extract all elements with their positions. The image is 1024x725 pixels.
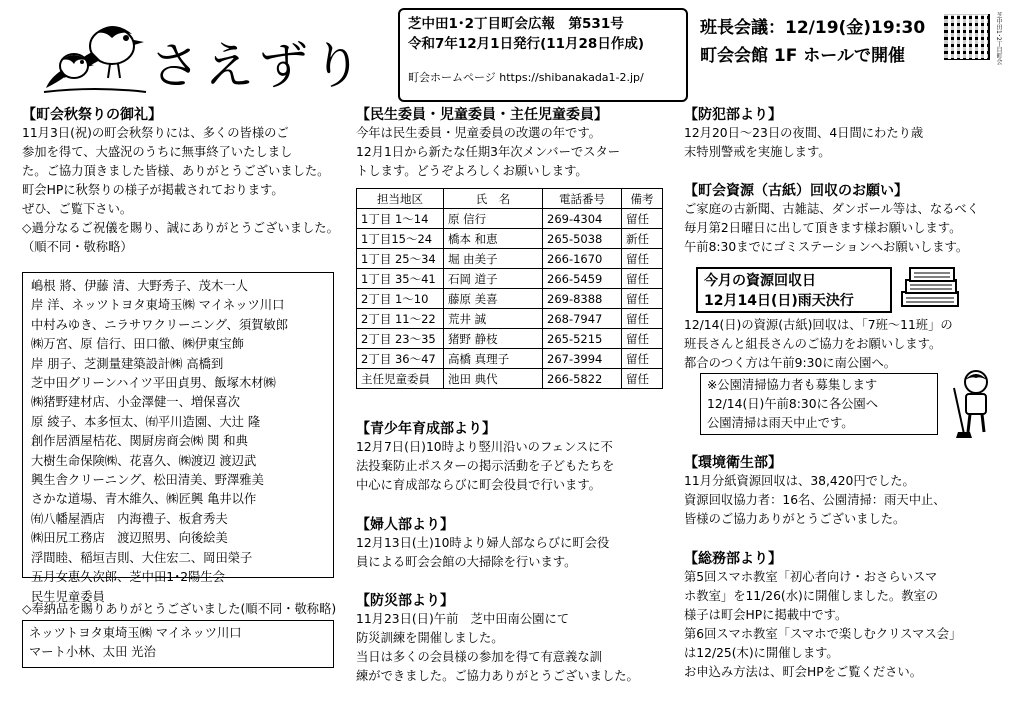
note-line: 公園清掃は雨天中止です。 xyxy=(707,416,854,430)
festival-line: ぜひ、ご覧下さい。 xyxy=(22,202,133,216)
general-line: 様子は町会HPに掲載中です。 xyxy=(684,608,848,622)
recycle-line: ご家庭の古新聞、古雑誌、ダンボール等は、なるべく xyxy=(684,202,980,216)
meeting-place: 町会会館 1F ホールで開催 xyxy=(700,46,905,66)
table-cell: 主任児童委員 xyxy=(357,369,444,389)
table-cell: 藤原 美喜 xyxy=(444,289,543,309)
youth-line: 12月7日(日)10時より竪川沿いのフェンスに不 xyxy=(356,440,613,454)
youth-line: 法投棄防止ポスターの掲示活動を子どもたちを xyxy=(356,459,615,473)
environment-line: 11月分紙資源回収は、38,420円でした。 xyxy=(684,474,915,488)
donor-line: 創作居酒屋桔花、関厨房商会㈱ 関 和典 xyxy=(31,434,248,449)
festival-line: 参加を得て、大盛況のうちに無事終了いたしまし xyxy=(22,145,293,159)
table-cell: 留任 xyxy=(622,289,663,309)
table-cell: 1丁目 1～14 xyxy=(357,209,444,229)
collection-day-date: 12月14日(日)雨天決行 xyxy=(704,293,854,309)
festival-heading: 【町会秋祭りの御礼】 xyxy=(22,107,162,123)
general-heading: 【総務部より】 xyxy=(684,551,782,567)
donor-line: 大樹生命保険㈱、花喜久、㈱渡辺 渡辺武 xyxy=(31,453,257,468)
table-cell: 269-8388 xyxy=(543,289,622,309)
table-cell: 堀 由美子 xyxy=(444,249,543,269)
table-cell: 荒井 誠 xyxy=(444,309,543,329)
collection-day-box xyxy=(696,267,892,313)
dedication-list xyxy=(22,620,334,668)
table-header-row xyxy=(357,189,663,209)
recycle-detail-line: 12/14(日)の資源(古紙)回収は、「7班～11班」の xyxy=(684,318,953,332)
welfare-section xyxy=(356,104,620,181)
table-row xyxy=(357,209,663,229)
welfare-heading: 【民生委員・児童委員・主任児童委員】 xyxy=(356,107,608,123)
table-cell: 2丁目 36～47 xyxy=(357,349,444,369)
festival-line: （順不同・敬称略） xyxy=(22,240,133,254)
environment-line: 皆様のご協力ありがとうございました。 xyxy=(684,512,906,526)
table-cell: 265-5038 xyxy=(543,229,622,249)
qr-side-text: 芝中田1･2丁目町会 xyxy=(995,12,1002,65)
general-line: お申込み方法は、町会HPをご覧ください。 xyxy=(684,665,923,679)
donor-line: ㈱万宮、原 信行、田口徹、㈱伊東宝飾 xyxy=(31,337,244,352)
collection-day-label: 今月の資源回収日 xyxy=(704,273,816,289)
table-cell: 留任 xyxy=(622,369,663,389)
general-line: 第6回スマホ教室「スマホで楽しむクリスマス会」 xyxy=(684,627,962,641)
disaster-line: 当日は多くの会員様の参加を得て有意義な訓 xyxy=(356,650,602,664)
park-cleaning-note xyxy=(700,373,938,435)
welfare-line: トします。どうぞよろしくお願いします。 xyxy=(356,164,588,178)
disaster-line: 防災訓練を開催しました。 xyxy=(356,631,504,645)
table-header: 氏 名 xyxy=(444,189,543,209)
youth-heading: 【青少年育成部より】 xyxy=(356,421,496,437)
meeting-notice xyxy=(700,14,925,70)
newsletter-title: さえずり xyxy=(150,37,366,95)
issue-date: 令和7年12月1日発行(11月28日作成) xyxy=(408,36,644,52)
table-cell: 2丁目 23～35 xyxy=(357,329,444,349)
general-line: は12/25(木)に開催します。 xyxy=(684,646,839,660)
recycle-heading: 【町会資源（古紙）回収のお願い】 xyxy=(684,183,908,199)
women-line: 12月13日(土)10時より婦人部ならびに町会役 xyxy=(356,536,610,550)
youth-line: 中心に育成部ならびに町会役員で行います。 xyxy=(356,478,601,492)
table-cell: 2丁目 11～22 xyxy=(357,309,444,329)
crime-section xyxy=(684,104,923,162)
donor-line: 民生児童委員 xyxy=(31,589,105,604)
dedication-line: ネッツトヨタ東埼玉㈱ マイネッツ川口 xyxy=(29,626,242,640)
homepage-link[interactable]: 町会ホームページ https://shibanakada1-2.jp/ xyxy=(408,71,644,84)
table-cell: 留任 xyxy=(622,209,663,229)
dedication-heading: ◇奉納品を賜りありがとうございました(順不同・敬称略) xyxy=(22,602,337,616)
donor-line: 興生舎クリーニング、松田清美、野澤雅美 xyxy=(31,473,264,488)
environment-heading: 【環境衛生部】 xyxy=(684,455,782,471)
women-section xyxy=(356,514,609,572)
table-cell: 1丁目15～24 xyxy=(357,229,444,249)
table-cell: 1丁目 25～34 xyxy=(357,249,444,269)
welfare-line: 12月1日から新たな任期3年次メンバーでスター xyxy=(356,145,621,159)
donor-line: ㈱田尻工務店 渡辺照男、向後絵美 xyxy=(31,531,228,546)
issue-number: 芝中田1･2丁目町会広報 第531号 xyxy=(408,16,624,32)
qr-code-pattern xyxy=(944,14,988,58)
donor-line: 芝中田グリーンハイツ平田貞男、飯塚木材㈱ xyxy=(31,376,276,391)
table-row xyxy=(357,249,663,269)
environment-line: 資源回収協力者：16名、公園清掃：雨天中止、 xyxy=(684,493,946,507)
festival-section xyxy=(22,104,339,257)
table-row xyxy=(357,269,663,289)
table-row xyxy=(357,329,663,349)
table-cell: 留任 xyxy=(622,249,663,269)
table-row xyxy=(357,369,663,389)
donor-line: ㈲八幡屋酒店 内海禮子、板倉秀夫 xyxy=(31,511,228,526)
recycle-line: 毎月第2日曜日に出して頂きます様お願いします。 xyxy=(684,221,962,235)
recycle-section xyxy=(684,180,979,257)
meeting-date: 班長会議：12/19(金)19:30 xyxy=(700,18,926,38)
disaster-heading: 【防災部より】 xyxy=(356,593,454,609)
festival-line: 11月3日(祝)の町会秋祭りには、多くの皆様のご xyxy=(22,126,289,140)
donor-line: 中村みゆき、ニラサワクリーニング、須賀敏郎 xyxy=(31,317,289,332)
recycle-line: 午前8:30までにゴミステーションへお願いします。 xyxy=(684,240,969,254)
donor-line: ㈱猪野建材店、小金澤健一、増保喜次 xyxy=(31,395,241,410)
disaster-line: 練ができました。ご協力ありがとうございました。 xyxy=(356,669,639,683)
donor-line: さかな道場、青木維久、㈱匠興 亀井以作 xyxy=(31,492,257,507)
table-cell: 猪野 静枝 xyxy=(444,329,543,349)
youth-section xyxy=(356,418,614,495)
table-row xyxy=(357,309,663,329)
recycle-detail-line: 都合のつく方は午前9:30に南公園へ。 xyxy=(684,356,897,370)
donor-line: 岸 洋、ネッツトヨタ東埼玉㈱ マイネッツ川口 xyxy=(31,298,285,313)
table-cell: 高橋 真理子 xyxy=(444,349,543,369)
table-cell: 269-4304 xyxy=(543,209,622,229)
donor-line: 岸 朋子、芝測量建築設計㈱ 高橋到 xyxy=(31,356,224,371)
table-cell: 266-5822 xyxy=(543,369,622,389)
table-cell: 265-5215 xyxy=(543,329,622,349)
table-header: 備考 xyxy=(622,189,663,209)
table-cell: 橋本 和恵 xyxy=(444,229,543,249)
festival-line: 町会HPに秋祭りの様子が掲載されております。 xyxy=(22,183,284,197)
crime-heading: 【防犯部より】 xyxy=(684,107,782,123)
table-cell: 2丁目 1～10 xyxy=(357,289,444,309)
table-cell: 留任 xyxy=(622,269,663,289)
disaster-line: 11月23日(日)午前 芝中田南公園にて xyxy=(356,612,570,626)
general-line: 第5回スマホ教室「初心者向け・おさらいスマ xyxy=(684,570,938,584)
note-line: ※公園清掃協力者も募集します xyxy=(707,378,878,392)
table-row xyxy=(357,229,663,249)
welfare-line: 今年は民生委員・児童委員の改選の年です。 xyxy=(356,126,601,140)
environment-section xyxy=(684,452,946,529)
table-header: 担当地区 xyxy=(357,189,444,209)
recycle-detail-line: 班長さんと組長さんのご協力をお願いします。 xyxy=(684,337,942,351)
table-cell: 池田 典代 xyxy=(444,369,543,389)
women-heading: 【婦人部より】 xyxy=(356,517,454,533)
issue-info xyxy=(398,8,688,102)
disaster-section xyxy=(356,590,639,686)
table-cell: 原 信行 xyxy=(444,209,543,229)
donor-line: 原 綾子、本多恒太、㈲平川造園、大辻 隆 xyxy=(31,414,261,429)
festival-line: た。ご協力頂きました皆様、ありがとうございました。 xyxy=(22,164,330,178)
table-cell: 266-1670 xyxy=(543,249,622,269)
child-sweeping-illustration xyxy=(944,368,1004,440)
newspaper-stack-icon xyxy=(898,262,962,310)
festival-line: ◇過分なるご祝儀を賜り、誠にありがとうございました。 xyxy=(22,221,339,235)
welfare-table xyxy=(356,188,663,389)
table-cell: 留任 xyxy=(622,329,663,349)
donor-list xyxy=(22,272,334,604)
table-cell: 石岡 道子 xyxy=(444,269,543,289)
note-line: 12/14(日)午前8:30に各公園へ xyxy=(707,397,879,411)
general-line: ホ教室」を11/26(水)に開催しました。教室の xyxy=(684,589,939,603)
donor-line: 五月女恵久次郎、芝中田1･2陽生会 xyxy=(31,570,225,585)
table-row xyxy=(357,349,663,369)
crime-line: 末特別警戒を実施します。 xyxy=(684,145,831,159)
donor-line: 浮間睦、稲垣吉則、大住宏二、岡田榮子 xyxy=(31,550,253,565)
table-cell: 留任 xyxy=(622,309,663,329)
birds-illustration xyxy=(40,8,150,98)
table-cell: 266-5459 xyxy=(543,269,622,289)
donor-line: 嶋根 將、伊藤 清、大野秀子、茂木一人 xyxy=(31,279,248,293)
table-row xyxy=(357,289,663,309)
table-cell: 1丁目 35～41 xyxy=(357,269,444,289)
dedication-line: マート小林、太田 光治 xyxy=(29,645,156,659)
table-cell: 留任 xyxy=(622,349,663,369)
recycle-details xyxy=(684,316,953,373)
table-header: 電話番号 xyxy=(543,189,622,209)
crime-line: 12月20日～23日の夜間、4日間にわたり歳 xyxy=(684,126,924,140)
table-cell: 268-7947 xyxy=(543,309,622,329)
table-cell: 267-3994 xyxy=(543,349,622,369)
general-section xyxy=(684,548,961,682)
women-line: 員による町会会館の大掃除を行います。 xyxy=(356,555,577,569)
table-cell: 新任 xyxy=(622,229,663,249)
